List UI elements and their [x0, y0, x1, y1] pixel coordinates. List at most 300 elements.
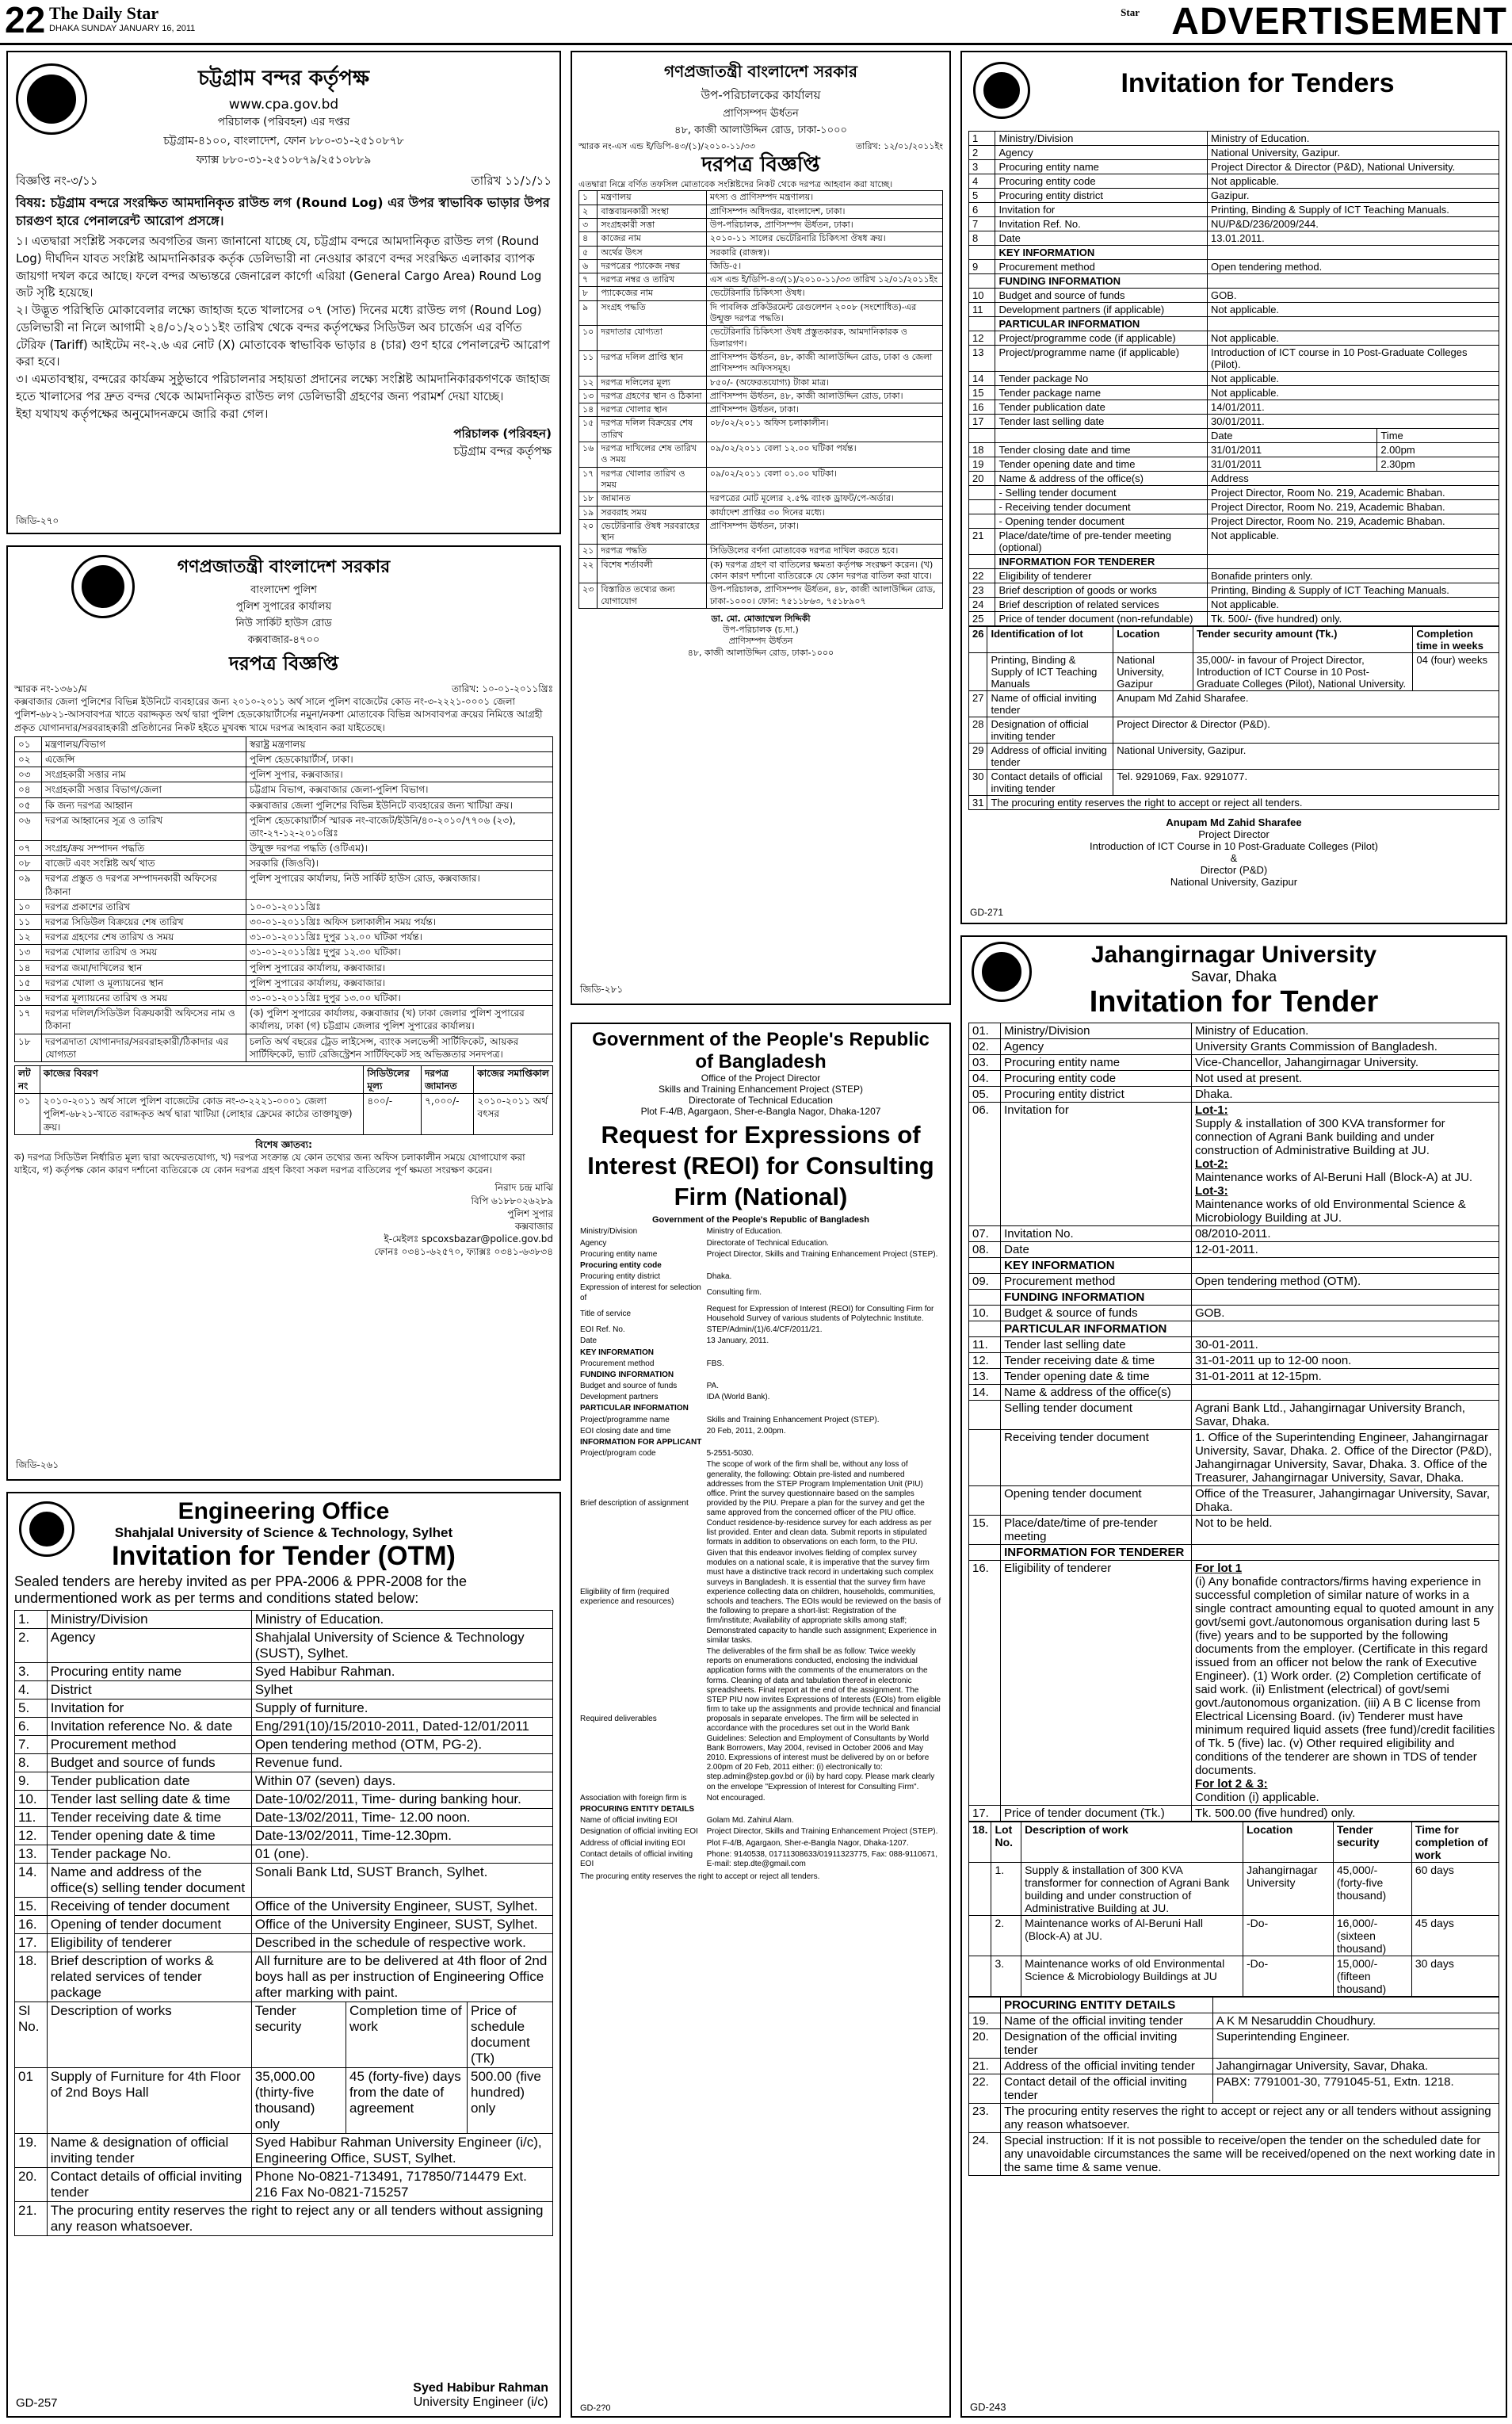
row-label: Date — [1001, 1242, 1192, 1258]
table-row — [15, 990, 553, 1005]
table-row — [969, 1071, 1499, 1087]
row-num: 3 — [969, 160, 995, 174]
table-row — [15, 2168, 553, 2202]
row-label: PARTICULAR INFORMATION — [1001, 1321, 1192, 1337]
ad-livestock-office — [571, 51, 951, 1005]
row-num: 14 — [969, 372, 995, 386]
table-row — [969, 260, 1499, 274]
row-label: দরপত্র প্রস্তুত ও দরপত্র সম্পাদনকারী অফিসের ঠিকানা — [41, 871, 246, 899]
row-label: জামানত — [598, 492, 707, 506]
row-label: Procurement method — [47, 1736, 251, 1754]
row-value: পুলিশ হেডকোয়ার্টার্স স্মারক নং-বাজেট/ইউনি/৪০-২০১০/৭৭০৬ (২৩), তাং-২৭-১২-২০১০খ্রিঃ — [246, 812, 552, 840]
row-num: 21. — [969, 2059, 1001, 2074]
row-value: STEP/Admin/(1)/6.4/CF/2011/21. — [706, 1325, 823, 1335]
table-row — [969, 289, 1499, 303]
police-sub-1: বাংলাদেশ পুলিশ — [250, 584, 317, 596]
table-row — [15, 945, 553, 960]
row-label: Tender last selling date — [1001, 1337, 1192, 1353]
lot-cell: National University, Gazipur — [1113, 653, 1193, 691]
cpa-address: চট্টগ্রাম-৪১০০, বাংলাদেশ, ফোন ৮৮০-৩১-২৫১০৮৭৮ — [163, 135, 404, 147]
table-row — [580, 1838, 941, 1849]
table-row — [580, 1370, 941, 1381]
gov-sub-3: ৪৮, কাজী আলাউদ্দিন রোড, ঢাকা-১০০০ — [674, 124, 847, 136]
lot-cell: 30 days — [1411, 1956, 1499, 1997]
row-value: Office of the University Engineer, SUST, Sylhet. — [251, 1916, 552, 1934]
row-num: ১১ — [15, 915, 42, 930]
table-row — [969, 796, 1499, 810]
row-label: PROCURING ENTITY DETAILS — [1001, 1998, 1213, 2013]
table-row — [969, 569, 1499, 583]
table-row — [969, 372, 1499, 386]
row-label: FUNDING INFORMATION — [1001, 1290, 1192, 1306]
row-label: সংগ্রহ পদ্ধতি — [598, 300, 707, 326]
column-header: Description of work — [1021, 1822, 1243, 1863]
row-value: মৎস্য ও প্রাণিসম্পদ মন্ত্রণালয়। — [706, 191, 942, 205]
row-num: 12 — [969, 331, 995, 346]
table-row — [580, 1325, 941, 1336]
row-value — [1208, 555, 1499, 569]
row-num: ৫ — [579, 246, 598, 259]
table-row — [15, 1952, 553, 2002]
ad-step-reoi — [571, 1023, 951, 2418]
row-label: Project/programme name (if applicable) — [995, 346, 1208, 372]
row-value: ২০১০-১১ সালের ভেটেরিনারি চিকিৎসা ঔষধ ক্রয়। — [706, 232, 942, 246]
row-value — [1208, 274, 1499, 289]
row-label: Budget and source of funds — [995, 289, 1208, 303]
row-num: 14. — [969, 1385, 1001, 1401]
row-num: 09. — [969, 1274, 1001, 1290]
row-value — [1208, 317, 1499, 331]
table-row — [969, 132, 1499, 146]
column-header: 26 — [969, 627, 987, 653]
sust-clause-21-num: 21. — [15, 2202, 48, 2236]
nu-sign-org: National University, Gazipur — [1170, 876, 1298, 888]
table-row — [580, 1304, 941, 1325]
row-value: সিডিউলের বর্ণনা মোতাবেক দরপত্র দাখিল করতে হবে। — [706, 545, 942, 558]
row-num: ১৭ — [579, 467, 598, 492]
column-header: Lot No. — [991, 1822, 1021, 1863]
row-num: 9 — [969, 260, 995, 274]
row-label: Procuring entity district — [1001, 1087, 1192, 1103]
row-num — [969, 1998, 1001, 2013]
row-value: ০৯/০২/২০১১ বেলা ০১.০০ ঘটিকা। — [706, 467, 942, 492]
table-row — [969, 514, 1499, 529]
row-label: মন্ত্রণালয়/বিভাগ — [41, 736, 246, 751]
row-time: 2.30pm — [1377, 457, 1499, 472]
table-row — [15, 1736, 553, 1754]
row-num: 24 — [969, 598, 995, 612]
row-num: ১১ — [579, 350, 598, 376]
row-num: 16. — [15, 1916, 48, 1934]
table-row — [579, 191, 943, 205]
row-value: Printing, Binding & Supply of ICT Teaching Manuals. — [1208, 203, 1499, 217]
row-label: দরপত্র খোলার তারিখ ও সময় — [598, 467, 707, 492]
row-num: ১২ — [579, 376, 598, 389]
gov-table — [578, 190, 943, 609]
work-cell: 45 (forty-five) days from the date of agreement — [346, 2068, 468, 2134]
sust-heading: Invitation for Tender (OTM) — [112, 1541, 456, 1571]
row-num: ১০ — [579, 326, 598, 351]
row-label: Title of service — [580, 1309, 632, 1318]
row-value: Agrani Bank Ltd., Jahangirnagar University Branch, Savar, Dhaka. — [1191, 1401, 1499, 1430]
table-row — [969, 555, 1499, 569]
row-label: দরপত্র খোলার তারিখ ও সময় — [41, 945, 246, 960]
page-header — [0, 0, 1512, 43]
row-label: Procuring entity district — [580, 1272, 661, 1282]
row-num: 10 — [969, 289, 995, 303]
work-cell: 01 — [15, 2068, 48, 2134]
table-row — [969, 457, 1499, 472]
row-num — [969, 1321, 1001, 1337]
table-row — [969, 717, 1499, 744]
sust-subtitle: Shahjalal University of Science & Technology, Sylhet — [114, 1525, 453, 1540]
table-row — [15, 1006, 553, 1034]
column-header: Time for completion of work — [1411, 1822, 1499, 1863]
row-label: Invitation for — [47, 1699, 251, 1718]
table-row — [15, 1864, 553, 1898]
table-row — [15, 736, 553, 751]
row-value: ০৯/০২/২০১১ বেলা ১২.০০ ঘটিকা পর্যন্ত। — [706, 442, 942, 468]
row-label: বাজেট এবং সংশ্লিষ্ট অর্থ খাত — [41, 856, 246, 871]
bangladesh-police-logo — [71, 555, 135, 618]
lot-cell: 45,000/- (forty-five thousand) — [1333, 1863, 1411, 1916]
cpa-signatory-org: চট্টগ্রাম বন্দর কর্তৃপক্ষ — [453, 444, 552, 459]
table-row — [15, 1916, 553, 1934]
row-num: 5 — [969, 189, 995, 203]
row-label: Ministry/Division — [47, 1611, 251, 1629]
row-num — [969, 1486, 1001, 1516]
nu-sign-amp: & — [1230, 852, 1238, 864]
row-num: 8 — [969, 231, 995, 246]
cpa-fax: ফ্যাক্স ৮৮০-৩১-২৫১০৮৭৯/২৫১০৮৮৯ — [196, 154, 372, 166]
table-row — [580, 1260, 941, 1271]
row-num: 4 — [969, 174, 995, 189]
row-value: Project Director, Skills and Training Enhancement Project (STEP). — [706, 1827, 938, 1837]
row-value: Project Director & Director (P&D), National University. — [1208, 160, 1499, 174]
table-row — [580, 1548, 941, 1646]
table-row — [969, 1337, 1499, 1353]
row-num: 19. — [969, 2013, 1001, 2029]
row-label: Project/programme code (if applicable) — [995, 331, 1208, 346]
step-table — [580, 1226, 941, 1870]
row-value: NU/P&D/236/2009/244. — [1208, 217, 1499, 231]
row-num: 21 — [969, 529, 995, 555]
row-label: Tender last selling date — [995, 415, 1208, 429]
row-label: কি জন্য দরপত্র আহ্বান — [41, 797, 246, 812]
table-row — [579, 403, 943, 417]
row-num: 6 — [969, 203, 995, 217]
row-label: অর্থের উৎস — [598, 246, 707, 259]
table-row — [969, 2074, 1499, 2104]
gov-sign-name: ডা. মো. মোজাম্মেল সিদ্দিকী — [711, 613, 811, 624]
row-value: Date-13/02/2011, Time- 12.00 noon. — [251, 1809, 552, 1827]
police-date: তারিখ: ১০-০১-২০১১খ্রিঃ — [451, 683, 553, 694]
row-value: Not used at present. — [1191, 1071, 1499, 1087]
police-sign-title: পুলিশ সুপার — [507, 1207, 553, 1219]
work-cell: 500.00 (five hundred) only — [468, 2068, 553, 2134]
row-value: Skills and Training Enhancement Project (STEP). — [706, 1415, 880, 1424]
table-row — [969, 1385, 1499, 1401]
row-num: 12. — [15, 1827, 48, 1845]
row-value: পুলিশ সুপারের কার্যালয়, কক্সবাজার। — [246, 975, 552, 990]
row-num: 22 — [969, 569, 995, 583]
row-value: IDA (World Bank). — [706, 1393, 770, 1402]
row-value: Sonali Bank Ltd, SUST Branch, Sylhet. — [251, 1864, 552, 1898]
lot-cell: -Do- — [1243, 1916, 1334, 1956]
lot-cell: 04 (four) weeks — [1413, 653, 1499, 691]
ju-elig-label: Eligibility of tenderer — [1001, 1561, 1192, 1806]
row-value: সরকারি (রাজস্ব)। — [706, 246, 942, 259]
row-label: Eligibility of tenderer — [995, 569, 1208, 583]
row-num: 9. — [15, 1772, 48, 1791]
sust-table — [14, 1610, 553, 2236]
row-label: Budget and source of funds — [47, 1754, 251, 1772]
row-value: Dhaka. — [1191, 1087, 1499, 1103]
table-row — [580, 1403, 941, 1414]
lot-cell: Printing, Binding & Supply of ICT Teaching Manuals — [987, 653, 1113, 691]
table-row — [969, 1998, 1499, 2013]
row-value: Syed Habibur Rahman University Engineer (i/c), Engineering Office, SUST, Sylhet. — [251, 2134, 552, 2168]
row-num: ১৪ — [579, 403, 598, 417]
row-value: ভেটেরিনারি চিকিৎসা ঔষধ। — [706, 287, 942, 300]
row-label: দরপত্র দলিল বিক্রয়ের শেষ তারিখ — [598, 417, 707, 442]
row-value: 30/01/2011. — [1208, 415, 1499, 429]
table-row — [969, 1863, 1499, 1916]
table-row — [15, 871, 553, 899]
cpa-para-3: ৩। এমতাবস্থায়, বন্দরের কার্যক্রম সুষ্ঠুভাবে পরিচালনার সহায়তা প্রদানের লক্ষ্যে সংশ্লিষ্ট আমদানিকারকগণকে জাহাজ হতে খালাসের পর দ্রুত বন্দর থেকে আমদানিকৃত রাউন্ড লগ ডেলিভারী গ্রহণের জন্য পরামর্শ দেয়া যাচ্ছে। — [16, 372, 551, 403]
row-num: 04. — [969, 1071, 1001, 1087]
table-row — [969, 1274, 1499, 1290]
police-phone: ফোনঃ ০৩৪১-৬২৫৭০, ফ্যাক্সঃ ০৩৪১-৬৩৮৩৪ — [374, 1246, 553, 1258]
row-value: দি পাবলিক প্রকিউরমেন্ট রেগুলেশন ২০০৮ (সংশোধিত)-এর উন্মুক্ত দরপত্র পদ্ধতি। — [706, 300, 942, 326]
ju-clause-24: Special instruction: If it is not possible to receive/open the tender on the scheduled date for any unavoidable circumstances the same will be received/opened on the next working date in the same time & same venue. — [1001, 2133, 1499, 2176]
row-value: Phone No-0821-713491, 717850/714479 Ext. 216 Fax No-0821-715257 — [251, 2168, 552, 2202]
table-row — [579, 558, 943, 583]
table-row — [579, 492, 943, 506]
table-row — [15, 1772, 553, 1791]
table-row — [580, 1437, 941, 1448]
lot-time: ২০১০-২০১১ অর্থ বৎসর — [474, 1094, 553, 1135]
table-row — [969, 1321, 1499, 1337]
row-value: ভেটেরিনারি চিকিৎসা ঔষধ প্রস্তুতকারক, আমদানিকারক ও ডিলারগণ। — [706, 326, 942, 351]
table-row — [969, 486, 1499, 500]
row-value: এস এন্ড ই/ডিপি-৪৩/(১)/২০১০-১১/৩৩ তারিখ ১২/০১/২০১১ইং — [706, 273, 942, 287]
nu-gd: GD-271 — [970, 907, 1004, 918]
row-num: 10. — [969, 1306, 1001, 1321]
row-label: Tender opening date & time — [1001, 1369, 1192, 1385]
row-num: 31 — [969, 796, 987, 810]
gov-sub-2: প্রাণিসম্পদ ঊর্ধতন — [723, 108, 799, 120]
ju-lot2-text: Maintenance works of Al-Beruni Hall (Block-A) at JU. — [1194, 1171, 1473, 1184]
row-value — [707, 1403, 941, 1414]
cpa-para-4: ইহা যথাযথ কর্তৃপক্ষের অনুমোদনক্রমে জারি করা গেল। — [16, 406, 269, 421]
row-label: PARTICULAR INFORMATION — [580, 1404, 689, 1413]
table-row — [580, 1249, 941, 1260]
row-label: Agency — [580, 1238, 607, 1248]
table-row — [580, 1793, 941, 1804]
row-num: ১৭ — [15, 1006, 42, 1034]
row-num: ৬ — [579, 259, 598, 273]
table-row — [580, 1849, 941, 1870]
row-value: ৩১-০১-২০১১খ্রিঃ দুপুর ১২.০০ ঘটিকা পর্যন্ত। — [246, 930, 552, 945]
row-value: পুলিশ সুপারের কার্যালয়, নিউ সার্কিট হাউস রোড, কক্সবাজার। — [246, 871, 552, 899]
row-label: Project/program code — [580, 1449, 656, 1459]
nu-addr-label: Name & address of the office(s) — [995, 472, 1208, 486]
table-row — [969, 1087, 1499, 1103]
table-row — [969, 2029, 1499, 2059]
nu-table — [968, 131, 1499, 626]
row-label: বিশেষ শর্তাবলী — [598, 558, 707, 583]
row-label: Name and address of the office(s) selling tender document — [47, 1864, 251, 1898]
row-num: ১৫ — [15, 975, 42, 990]
row-value: 30-01-2011. — [1191, 1337, 1499, 1353]
row-value: Bonafide printers only. — [1208, 569, 1499, 583]
row-num: ০৭ — [15, 841, 42, 856]
police-special-head: বিশেষ জ্ঞাতব্য: — [255, 1138, 312, 1150]
row-value: Ministry of Education. — [251, 1611, 552, 1629]
table-row — [969, 1290, 1499, 1306]
table-row — [580, 1448, 941, 1459]
row-label: Project/programme name — [580, 1415, 670, 1424]
row-num: ০৩ — [15, 767, 42, 782]
row-num: 14. — [15, 1864, 48, 1898]
table-row — [969, 1258, 1499, 1274]
row-value: (ক) দরপত্র গ্রহণ বা বাতিলের ক্ষমতা কর্তৃপক্ষ সংরক্ষণ করেন। (খ) কোন কারণ দর্শানো ব্যতিরেকে যে কোন দরপত্র বাতিল করা যাবে। — [706, 558, 942, 583]
table-row — [969, 246, 1499, 260]
table-row — [969, 1486, 1499, 1516]
row-label: Place/date/time of pre-tender meeting — [1001, 1516, 1192, 1545]
row-label: Receiving tender document — [1001, 1430, 1192, 1486]
row-label: বাস্তবায়নকারী সংস্থা — [598, 205, 707, 218]
nu-heading: Invitation for Tenders — [1121, 68, 1395, 98]
row-value: Phone: 9140538, 01711308633/01911323775, Fax: 088-9110671, E-mail: step.dte@gmail.com — [706, 1849, 937, 1868]
table-row — [15, 899, 553, 914]
column-header: Price of schedule document (Tk) — [468, 2002, 553, 2068]
gov-sign-address: ৪৮, কাজী আলাউদ্দিন রোড, ঢাকা-১০০০ — [687, 647, 834, 658]
row-value: Not to be held. — [1191, 1516, 1499, 1545]
row-num: ২ — [579, 205, 598, 218]
row-value: Office of the Treasurer, Jahangirnagar University, Savar, Dhaka. — [1191, 1486, 1499, 1516]
table-row — [969, 612, 1499, 626]
row-label: Procuring entity name — [995, 160, 1208, 174]
row-label: প্যাকেজের নাম — [598, 287, 707, 300]
column-header: Location — [1243, 1822, 1334, 1863]
row-num: 2 — [969, 146, 995, 160]
table-row — [969, 1226, 1499, 1242]
police-lot-table — [14, 1065, 553, 1135]
column-header: Tender security amount (Tk.) — [1193, 627, 1412, 653]
lot-cell: Supply & installation of 300 KVA transformer for connection of Agrani Bank building and under construction of Administrative Building at JU. — [1021, 1863, 1243, 1916]
row-label: সংগ্রহকারী সত্তার নাম — [41, 767, 246, 782]
row-label: দরপত্র জমা/দাখিলের স্থান — [41, 960, 246, 975]
gov-notice-title: দরপত্র বিজ্ঞপ্তি — [701, 153, 820, 178]
row-label: Budget and source of funds — [580, 1382, 678, 1391]
cpa-date: তারিখ ১১/১/১১ — [471, 174, 552, 188]
lot-security: ৭,০০০/- — [422, 1094, 474, 1135]
row-label: Price of tender document (non-refundable) — [995, 612, 1208, 626]
table-row — [15, 1898, 553, 1916]
row-label: Brief description of works & related services of tender package — [47, 1952, 251, 2002]
row-label: দরপত্র খোলা ও মূল্যায়নের স্থান — [41, 975, 246, 990]
row-num: ৮ — [579, 287, 598, 300]
row-num: 15. — [15, 1898, 48, 1916]
chittagong-port-logo — [16, 63, 87, 135]
row-num: 17 — [969, 415, 995, 429]
ju-elig-lot23-text: Condition (i) applicable. — [1194, 1791, 1319, 1804]
row-label: Date — [995, 231, 1208, 246]
table-row — [969, 274, 1499, 289]
row-label: সংগ্রহকারী সত্তার বিভাগ/জেলা — [41, 782, 246, 797]
row-label: দরপত্র দলিলের মূল্য — [598, 376, 707, 389]
page-number: 22 — [5, 0, 46, 40]
table-row — [579, 519, 943, 545]
row-value: ০৮/০২/২০১১ অফিস চলাকালীন। — [706, 417, 942, 442]
table-row — [580, 1271, 941, 1283]
lot-cell: -Do- — [1243, 1956, 1334, 1997]
table-row — [969, 415, 1499, 429]
ju-price-label: Price of tender document (Tk.) — [1001, 1806, 1192, 1822]
police-table — [14, 736, 553, 1062]
row-value: Not applicable. — [1208, 174, 1499, 189]
step-sub-1: Office of the Project Director — [701, 1072, 821, 1084]
cpa-subject: বিষয়: চট্টগ্রাম বন্দরে সংরক্ষিত আমদানিকৃত রাউন্ড লগ (Round Log) এর উপর স্বাভাবিক ভাড়ার উপর চারগুণ হারে পেনালরেন্ট আরোপ প্রসঙ্গে। — [16, 194, 550, 228]
row-label: মন্ত্রণালয় — [598, 191, 707, 205]
row-value: ৩১-০১-২০১১খ্রিঃ দুপুর ১৩.০০ ঘটিকা। — [246, 990, 552, 1005]
row-label: Invitation No. — [1001, 1226, 1192, 1242]
row-label: INFORMATION FOR APPLICANT — [580, 1438, 702, 1447]
step-title: Government of the People's Republic of Bangladesh — [592, 1029, 930, 1072]
sust-sign-name: Syed Habibur Rahman — [413, 2381, 548, 2395]
row-label: Agency — [1001, 1039, 1192, 1055]
police-sign-name: নিরাদ চন্দ্র মাঝি — [494, 1182, 553, 1194]
row-label: সরবরাহ সময় — [598, 506, 707, 519]
lot-desc: ২০১০-২০১১ অর্থ সালে পুলিশ বাজেটের কোড নং-৩-২২২১-০০০১ জেলা পুলিশ-৬৮২১-খাতে বরাদ্দকৃত অর্থ দ্বারা খাটিয়া (লোহার ফ্রেমের কাঠের তাক্তাযুক্ত) ক্রয়। — [40, 1094, 363, 1135]
row-label: Eligibility of tenderer — [47, 1934, 251, 1952]
lot-cell: Jahangirnagar University — [1243, 1863, 1334, 1916]
row-value: 20 Feb, 2011, 2.00pm. — [706, 1426, 786, 1436]
table-row — [15, 1629, 553, 1663]
row-value: Open tendering method (OTM, PG-2). — [251, 1736, 552, 1754]
table-row — [969, 2013, 1499, 2029]
row-num: ১০ — [15, 899, 42, 914]
ju-title: Jahangirnagar University — [1090, 942, 1377, 968]
row-value: Jahangirnagar University, Savar, Dhaka. — [1212, 2059, 1499, 2074]
column-header: কাজের সমাপ্তিকাল — [474, 1065, 553, 1093]
table-row — [15, 1754, 553, 1772]
table-row — [580, 1815, 941, 1826]
row-value: প্রাণিসম্পদ ঊর্ধতন, ঢাকা। — [706, 519, 942, 545]
row-label: বিস্তারিত তথ্যের জন্য যোগাযোগ — [598, 583, 707, 609]
table-row — [969, 386, 1499, 400]
row-value: Plot F-4/B, Agargaon, Sher-e-Bangla Nagor, Dhaka-1207. — [706, 1838, 909, 1848]
column-header: কাজের বিবরণ — [40, 1065, 363, 1093]
ju-lot2-label: Lot-2: — [1194, 1157, 1228, 1171]
table-row — [579, 259, 943, 273]
row-num — [969, 555, 995, 569]
table-row — [969, 231, 1499, 246]
row-value: স্বরাষ্ট্র মন্ত্রণালয় — [246, 736, 552, 751]
police-ref: স্মারক নং-১৩৬১/ম — [14, 683, 87, 694]
step-heading: Request for Expressions of Interest (REOI) for Consulting Firm (National) — [587, 1121, 934, 1210]
row-value: Ministry of Education. — [706, 1227, 783, 1237]
lot-cell: 2. — [991, 1916, 1021, 1956]
ju-lot1-text: Supply & installation of 300 KVA transformer for connection of Agrani Bank building and under construction of Administrative Building at JU. — [1194, 1117, 1445, 1157]
row-num: 07. — [969, 1226, 1001, 1242]
table-row — [969, 598, 1499, 612]
row-value: ১০-০১-২০১১খ্রিঃ — [246, 899, 552, 914]
table-row — [15, 1791, 553, 1809]
row-value: National University, Gazipur. — [1113, 744, 1499, 770]
